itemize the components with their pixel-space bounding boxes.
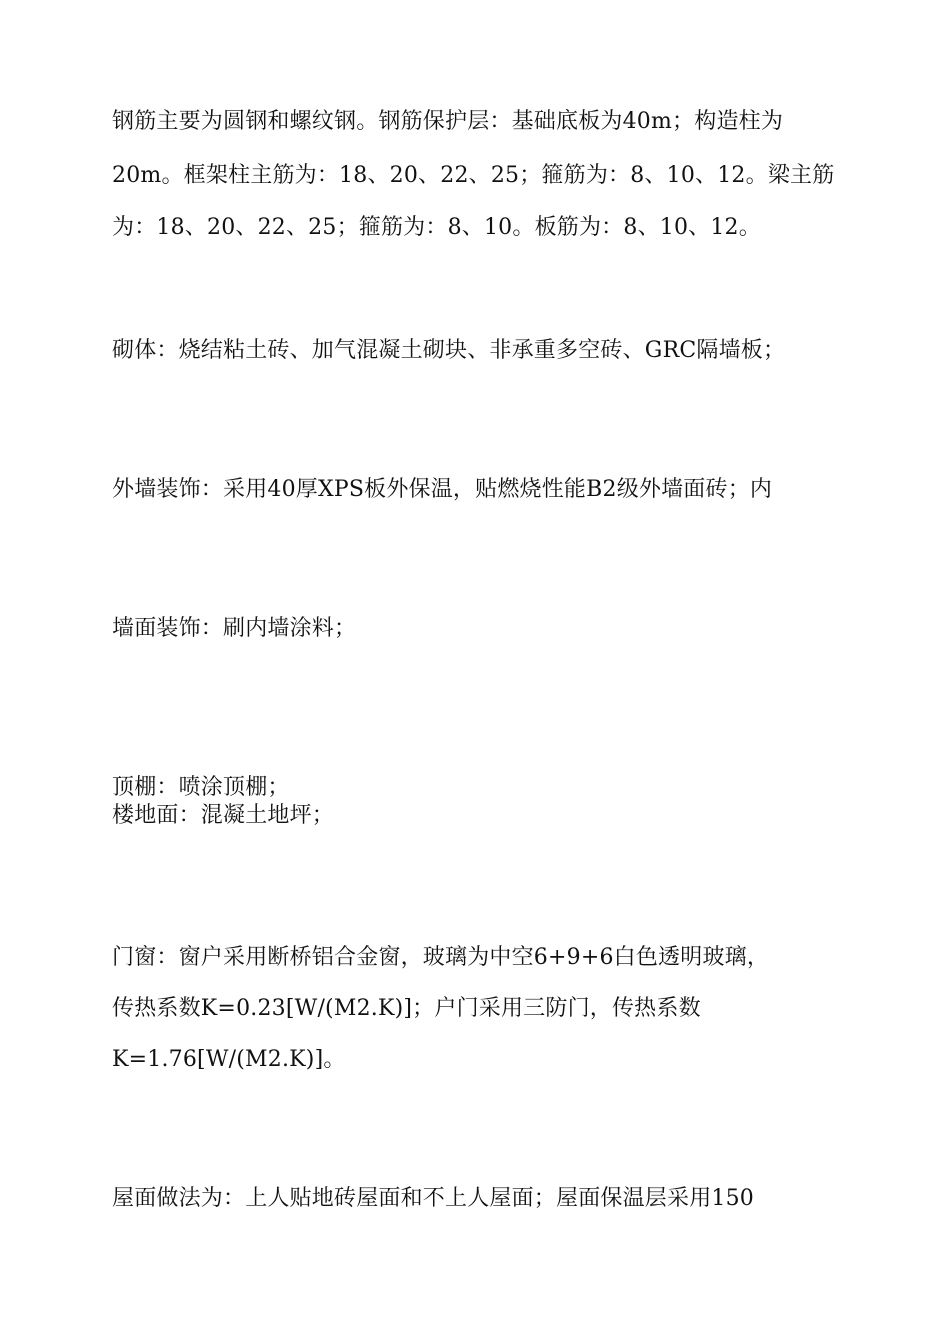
interior-wall-line: 墙面装饰：刷内墙涂料； <box>112 616 357 641</box>
masonry-line: 砌体：烧结粘土砖、加气混凝土砌块、非承重多空砖、GRC隔墙板； <box>112 338 786 363</box>
ceiling-line: 顶棚：喷涂顶棚； <box>112 775 290 800</box>
doors-windows-line-2: 传热系数K=0.23[W/(M2.K)]；户门采用三防门，传热系数 <box>112 996 701 1021</box>
rebar-line-2: 20m。框架柱主筋为：18、20、22、25；箍筋为：8、10、12。梁主筋 <box>112 163 835 188</box>
doors-windows-line-1: 门窗：窗户采用断桥铝合金窗，玻璃为中空6+9+6白色透明玻璃， <box>112 945 770 970</box>
roof-line: 屋面做法为：上人贴地砖屋面和不上人屋面；屋面保温层采用150 <box>112 1186 754 1211</box>
rebar-line-3: 为：18、20、22、25；箍筋为：8、10。板筋为：8、10、12。 <box>112 215 761 240</box>
doors-windows-line-3: K=1.76[W/(M2.K)]。 <box>112 1047 346 1072</box>
rebar-line-1: 钢筋主要为圆钢和螺纹钢。钢筋保护层：基础底板为40m；构造柱为 <box>112 109 784 134</box>
exterior-wall-line: 外墙装饰：采用40厚XPS板外保温，贴燃烧性能B2级外墙面砖；内 <box>112 477 773 502</box>
floor-line: 楼地面：混凝土地坪； <box>112 803 335 828</box>
